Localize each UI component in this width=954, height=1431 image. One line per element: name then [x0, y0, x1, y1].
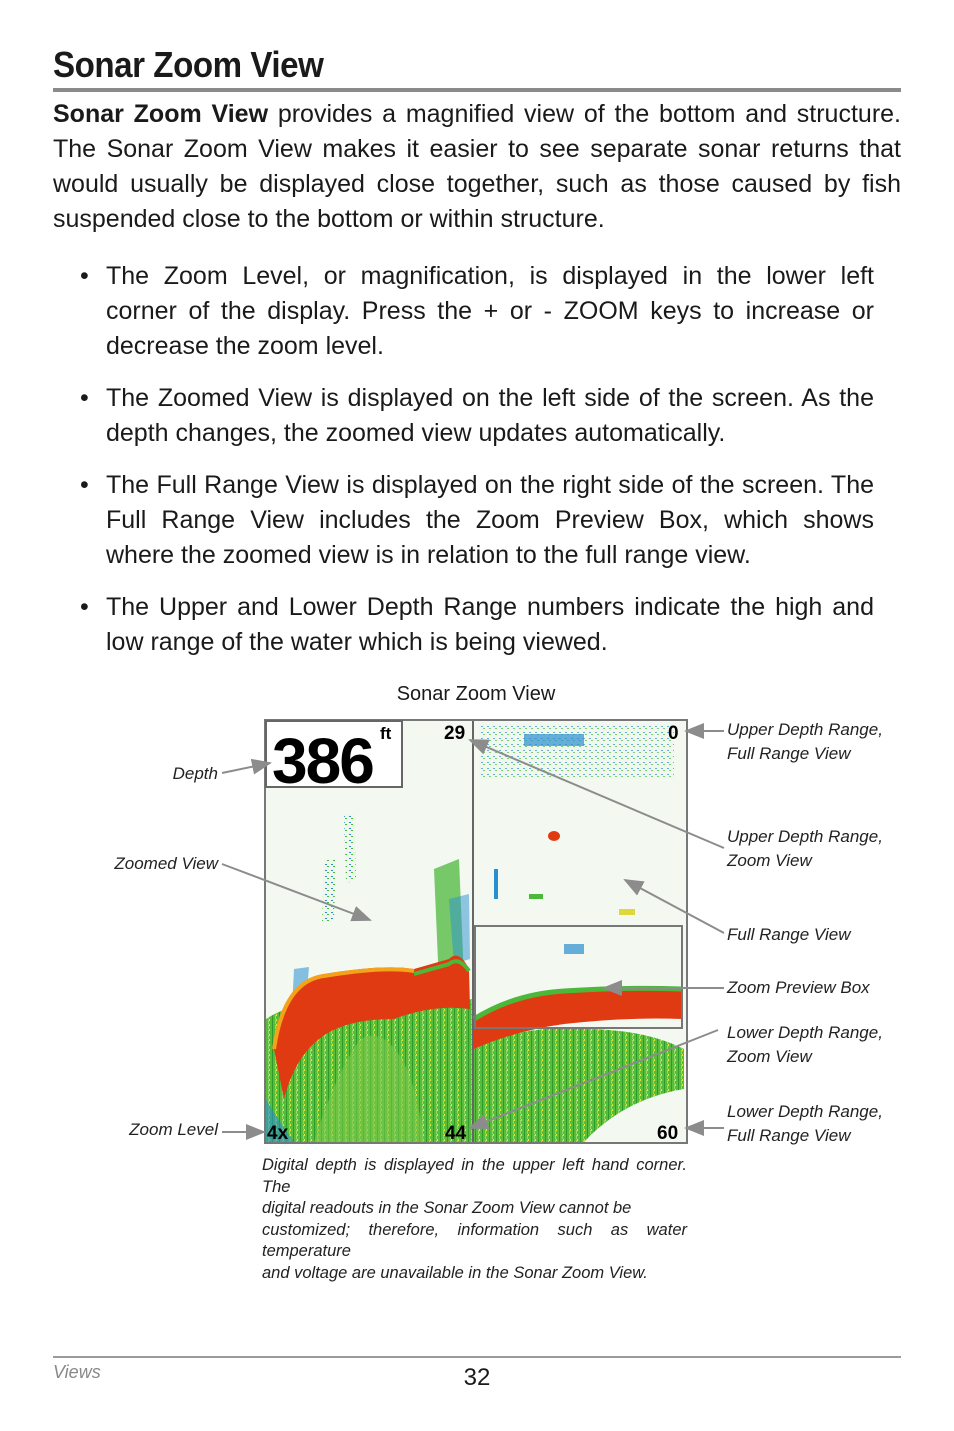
- figure-caption: [262, 1155, 687, 1284]
- upper-depth-zoom-value: 29: [444, 723, 466, 744]
- caption-line: and voltage are unavailable in the Sonar Zoom View.: [262, 1263, 648, 1282]
- label-upper-zoom-range: [727, 825, 883, 873]
- label-upper-full-range: [727, 718, 883, 766]
- sonar-zoom-screen: [264, 719, 688, 1144]
- bullet-item: [80, 590, 874, 660]
- bullet-dot: •: [80, 471, 89, 499]
- page-number: 32: [463, 1364, 491, 1391]
- depth-readout: [266, 721, 402, 797]
- bullet-item: [80, 259, 874, 364]
- zoom-clutter: [344, 814, 356, 884]
- lower-depth-zoom-value: 44: [445, 1123, 467, 1144]
- title-rule: [53, 88, 901, 92]
- label-line: Full Range View: [727, 1126, 851, 1145]
- bullet-dot: •: [80, 262, 89, 290]
- bullet-text: The Zoom Level, or magnification, is displayed in the lower left corner of the display. Press the + or - ZOOM keys to increase or decrease the zoom level.: [106, 262, 874, 360]
- bullet-text: The Zoomed View is displayed on the left side of the screen. As the depth changes, the zoomed view updates automatically.: [106, 384, 874, 447]
- label-zoomed-view: Zoomed View: [114, 854, 218, 873]
- intro-paragraph: [53, 97, 901, 237]
- upper-depth-full-value: 0: [668, 723, 679, 744]
- footer-section: Views: [53, 1362, 101, 1382]
- label-line: Lower Depth Range,: [727, 1023, 883, 1042]
- arrow-depth: [222, 763, 270, 773]
- label-zoom-level: Zoom Level: [129, 1120, 218, 1139]
- figure-title: Sonar Zoom View: [396, 683, 556, 705]
- bullet-item: [80, 468, 874, 573]
- full-fish-mark: [494, 869, 498, 899]
- lower-depth-full-value: 60: [657, 1123, 679, 1144]
- label-line: Upper Depth Range,: [727, 720, 883, 739]
- caption-line: Digital depth is displayed in the upper left hand corner. The: [262, 1156, 687, 1196]
- label-lower-full-range: [727, 1100, 883, 1148]
- bullet-item: [80, 381, 874, 451]
- bullet-text: The Full Range View is displayed on the right side of the screen. The Full Range View includes the Zoom Preview Box, which shows where the zoomed view is in relation to the full range view.: [106, 471, 874, 569]
- label-line: Lower Depth Range,: [727, 1102, 883, 1121]
- full-fish-mark: [529, 894, 543, 899]
- bullet-text: The Upper and Lower Depth Range numbers indicate the high and low range of the water which is being viewed.: [106, 593, 874, 656]
- zoom-clutter: [322, 859, 336, 924]
- footer-rule: [53, 1356, 901, 1358]
- full-surface-clutter: [524, 734, 584, 746]
- label-line: Zoom View: [727, 1047, 812, 1066]
- full-surface-clutter: [479, 724, 674, 779]
- caption-line: digital readouts in the Sonar Zoom View cannot be: [262, 1199, 632, 1217]
- label-lower-zoom-range: [727, 1021, 883, 1069]
- label-full-range-view: Full Range View: [727, 925, 851, 944]
- bullet-dot: •: [80, 593, 89, 621]
- full-fish-mark: [564, 944, 584, 954]
- depth-unit: ft: [380, 724, 392, 743]
- label-line: Zoom View: [727, 851, 812, 870]
- bullet-dot: •: [80, 384, 89, 412]
- bullet-list: [80, 259, 874, 677]
- label-depth: Depth: [172, 764, 218, 783]
- page-title: Sonar Zoom View: [53, 44, 324, 85]
- intro-bold-term: Sonar Zoom View: [53, 100, 269, 128]
- label-zoom-preview-box: Zoom Preview Box: [727, 978, 870, 997]
- caption-line: customized; therefore, information such as water temperature: [262, 1220, 687, 1260]
- intro-text: provides a magnified view of the bottom and structure. The Sonar Zoom View makes it easier to see separate sonar returns that would usually be displayed close together, such as those caused by fish suspended close to the bottom or within structure.: [53, 100, 901, 233]
- zoom-level-value: 4x: [267, 1123, 289, 1144]
- label-line: Full Range View: [727, 744, 851, 763]
- depth-value: 386: [272, 725, 373, 797]
- full-fish-mark: [548, 831, 560, 841]
- label-line: Upper Depth Range,: [727, 827, 883, 846]
- full-fish-mark: [619, 909, 635, 915]
